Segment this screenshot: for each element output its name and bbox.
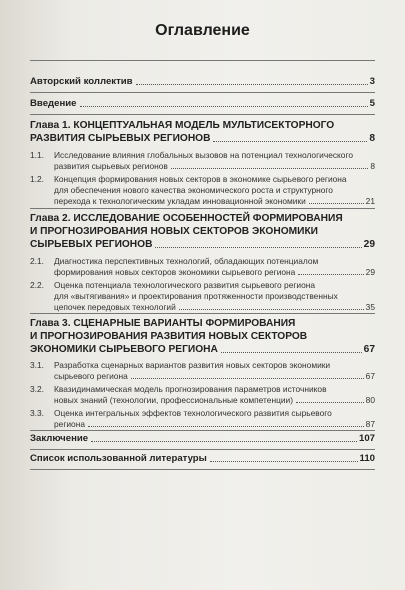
page-title: Оглавление	[155, 22, 250, 39]
section-title-line: Исследование влияния глобальных вызовов на потенциал технологического	[54, 150, 353, 160]
section-title-line: Диагностика перспективных технологий, обладающих потенциалом	[54, 256, 319, 266]
toc-section-2-2[interactable]	[30, 280, 375, 313]
chapter-title-line: РАЗВИТИЯ СЫРЬЕВЫХ РЕГИОНОВ	[30, 133, 211, 144]
leader-dots	[80, 106, 368, 107]
divider	[30, 469, 375, 470]
section-number: 3.3.	[30, 408, 44, 418]
chapter-page: 8	[369, 133, 375, 144]
chapter-page: 67	[363, 344, 375, 355]
toc-entry-references[interactable]	[30, 453, 375, 465]
toc-entry-label: Авторский коллектив	[30, 76, 133, 87]
section-number: 3.2.	[30, 384, 44, 394]
leader-dots	[179, 309, 364, 310]
leader-dots	[136, 84, 368, 85]
chapter-title-line: Глава 3. СЦЕНАРНЫЕ ВАРИАНТЫ ФОРМИРОВАНИЯ	[30, 318, 296, 329]
section-page: 87	[365, 419, 375, 429]
section-page: 80	[365, 395, 375, 405]
section-title-line: региона	[54, 419, 85, 429]
divider	[30, 449, 375, 450]
toc-entry-authors[interactable]	[30, 76, 375, 88]
leader-dots	[210, 461, 358, 462]
leader-dots	[213, 141, 367, 142]
divider	[30, 60, 375, 61]
chapter-title-line: И ПРОГНОЗИРОВАНИЯ НОВЫХ СЕКТОРОВ ЭКОНОМИКИ	[30, 226, 318, 237]
chapter-title-line: ЭКОНОМИКИ СЫРЬЕВОГО РЕГИОНА	[30, 344, 218, 355]
chapter-title-line: Глава 1. КОНЦЕПТУАЛЬНАЯ МОДЕЛЬ МУЛЬТИСЕКТОРНОГО	[30, 120, 335, 131]
toc-entry-label: Список использованной литературы	[30, 453, 207, 464]
divider	[30, 430, 375, 431]
section-title-line: Концепция формирования новых секторов в экономике сырьевого региона	[54, 174, 347, 184]
toc-chapter-1[interactable]	[30, 119, 375, 145]
leader-dots	[298, 274, 363, 275]
toc-section-3-3[interactable]	[30, 408, 375, 430]
section-title-line: цепочек передовых технологий	[54, 302, 176, 312]
chapter-title-line: СЫРЬЕВЫХ РЕГИОНОВ	[30, 239, 153, 250]
toc-entry-page: 5	[369, 98, 375, 109]
leader-dots	[296, 402, 364, 403]
section-page: 8	[370, 161, 375, 171]
leader-dots	[221, 352, 362, 353]
section-title-line: Оценка потенциала технологического развития сырьевого региона	[54, 280, 316, 290]
leader-dots	[155, 247, 361, 248]
toc-entry-conclusion[interactable]	[30, 433, 375, 445]
section-title-line: для «вытягивания» и проектирования протяженности производственных	[54, 291, 338, 301]
section-page: 21	[365, 196, 375, 206]
section-page: 67	[365, 371, 375, 381]
section-title-line: для обеспечения нового качества экономического роста и структурного	[54, 185, 333, 195]
section-title-line: развития сырьевых регионов	[54, 161, 168, 171]
toc-entry-label: Заключение	[30, 433, 89, 444]
toc-chapter-2[interactable]	[30, 212, 375, 251]
section-number: 2.1.	[30, 256, 44, 266]
section-page: 29	[365, 267, 375, 277]
toc-entry-page: 3	[369, 76, 375, 87]
chapter-title-line: Глава 2. ИССЛЕДОВАНИЕ ОСОБЕННОСТЕЙ ФОРМИРОВАНИЯ	[30, 213, 343, 224]
leader-dots	[131, 378, 364, 379]
toc-entry-introduction[interactable]	[30, 98, 375, 110]
toc-entry-label: Введение	[30, 98, 77, 109]
section-title-line: формирования новых секторов экономики сырьевого региона	[54, 267, 296, 277]
section-page: 35	[365, 302, 375, 312]
chapter-page: 29	[363, 239, 375, 250]
divider	[30, 114, 375, 115]
toc-section-1-2[interactable]	[30, 174, 375, 207]
leader-dots	[91, 441, 357, 442]
section-title-line: сырьевого региона	[54, 371, 128, 381]
leader-dots	[88, 426, 364, 427]
section-number: 1.1.	[30, 150, 44, 160]
toc-chapter-3[interactable]	[30, 317, 375, 356]
leader-dots	[309, 203, 364, 204]
toc-entry-page: 110	[359, 453, 375, 464]
leader-dots	[171, 168, 368, 169]
toc-entry-page: 107	[358, 433, 375, 444]
toc-section-1-1[interactable]	[30, 150, 375, 172]
divider	[30, 92, 375, 93]
toc-section-3-2[interactable]	[30, 384, 375, 406]
section-title-line: Разработка сценарных вариантов развития новых секторов экономики	[54, 360, 331, 370]
toc-section-3-1[interactable]	[30, 360, 375, 382]
section-number: 1.2.	[30, 174, 44, 184]
divider	[30, 313, 375, 314]
section-number: 2.2.	[30, 280, 44, 290]
section-title-line: новых знаний (технологии, профессиональные компетенции)	[54, 395, 294, 405]
section-number: 3.1.	[30, 360, 44, 370]
section-title-line: перехода к технологическим укладам инновационной экономики	[54, 196, 306, 206]
toc-section-2-1[interactable]	[30, 256, 375, 278]
section-title-line: Квазидинамическая модель прогнозирования параметров источников	[54, 384, 327, 394]
chapter-title-line: И ПРОГНОЗИРОВАНИЯ РАЗВИТИЯ НОВЫХ СЕКТОРОВ	[30, 331, 308, 342]
section-title-line: Оценка интегральных эффектов технологического развития сырьевого	[54, 408, 332, 418]
divider	[30, 208, 375, 209]
